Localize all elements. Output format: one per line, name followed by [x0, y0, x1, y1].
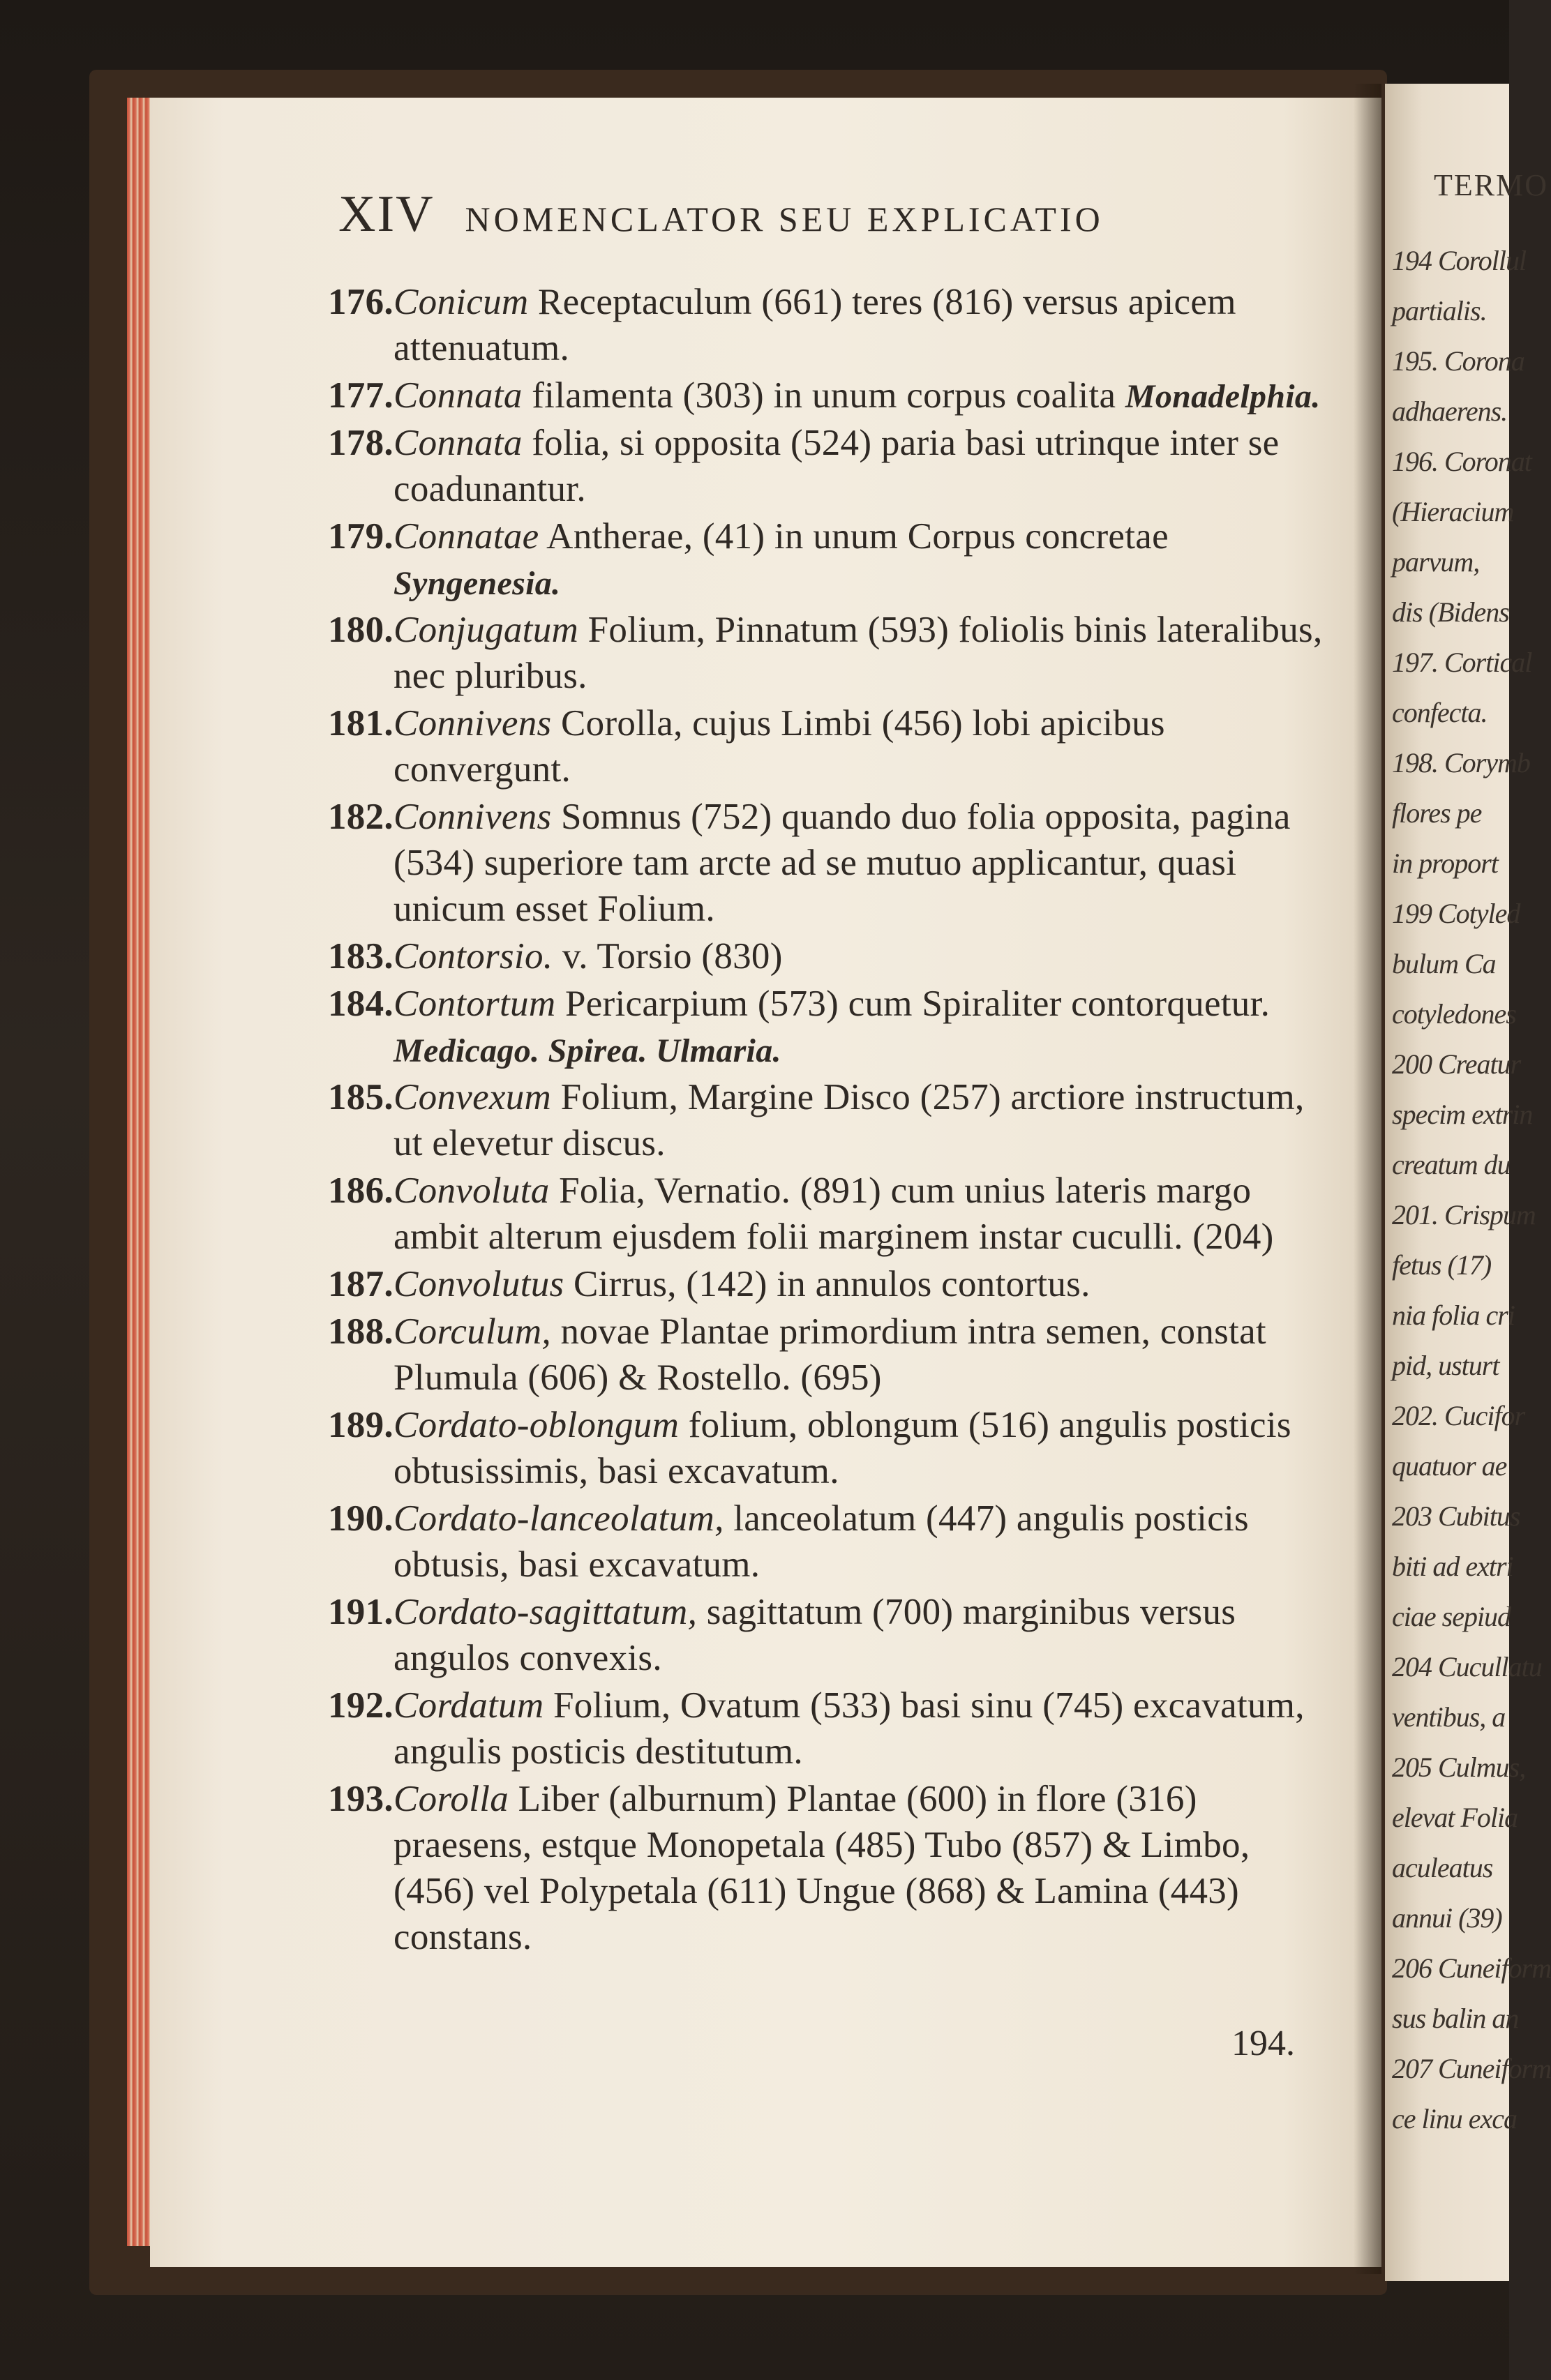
entry-number: 178.	[328, 423, 394, 463]
page-number: XIV	[338, 186, 435, 243]
facing-page-fragment: biti ad extri	[1392, 1551, 1513, 1582]
entry-text: Somnus (752) quando duo folia opposita, pagina (534) superiore tam arcte ad se mutuo applicantur, quasi unicum esset Folium.	[394, 797, 1291, 929]
entry-term: Connivens	[394, 703, 552, 744]
facing-page-fragment: annui (39)	[1392, 1902, 1502, 1934]
entry-term: Connata	[394, 423, 523, 463]
entry-text: filamenta (303) in unum corpus coalita	[522, 375, 1125, 416]
entry-text: Folia, Vernatio. (891) cum unius lateris margo ambit alterum ejusdem folii marginem instar cuculli. (204)	[394, 1170, 1274, 1257]
glossary-entry	[328, 1168, 1326, 1261]
facing-page-fragment: ventibus, a	[1392, 1701, 1506, 1733]
glossary-entry	[328, 1496, 1326, 1589]
entry-number: 187.	[328, 1264, 394, 1304]
facing-page-fragment: partialis.	[1392, 295, 1487, 326]
facing-page-fragment: 203 Cubitus	[1392, 1500, 1520, 1532]
entry-number: 182.	[328, 797, 394, 837]
facing-page-fragment: nia folia cri	[1392, 1300, 1515, 1331]
facing-page-fragment: sus balin an	[1392, 2003, 1519, 2034]
entry-term: Corolla	[394, 1779, 509, 1819]
entry-text: folium, oblongum (516) angulis posticis obtusissimis, basi excavatum.	[394, 1405, 1291, 1491]
gutter-shadow	[1354, 84, 1381, 2274]
entry-number: 192.	[328, 1685, 394, 1726]
facing-page-fragment: 195. Corona	[1392, 345, 1524, 377]
entry-term: Convoluta	[394, 1170, 550, 1211]
entry-term: Connata	[394, 375, 523, 416]
running-head	[338, 185, 1104, 241]
glossary-entry	[328, 1589, 1326, 1682]
entry-text: Liber (alburnum) Plantae (600) in flore (316) praesens, estque Monopetala (485) Tubo (857) & Limbo, (456) vel Polypetala (611) Ungue (868) & Lamina (443) constans.	[394, 1779, 1250, 1957]
facing-page-fragment: 205 Culmus,	[1392, 1752, 1526, 1783]
entry-number: 185.	[328, 1077, 394, 1117]
entry-text: novae Plantae primordium intra semen, constat Plumula (606) & Rostello. (695)	[394, 1311, 1266, 1398]
facing-page-fragment: fetus (17)	[1392, 1249, 1492, 1281]
facing-page-fragment: 196. Coronat	[1392, 446, 1531, 477]
facing-page-fragment: ce linu exca	[1392, 2103, 1517, 2134]
glossary-entry	[328, 794, 1326, 933]
entry-text: Folium, Ovatum (533) basi sinu (745) excavatum, angulis posticis destitutum.	[394, 1685, 1305, 1772]
glossary-entry	[328, 1074, 1326, 1168]
facing-page-fragment: specim extrin	[1392, 1099, 1533, 1130]
facing-page-fragment: adhaerens.	[1392, 396, 1508, 427]
glossary-entry	[328, 1682, 1326, 1776]
entry-reference: Monadelphia.	[1125, 378, 1321, 415]
facing-page-fragment: TERMO	[1434, 168, 1548, 202]
entry-term: Convexum	[394, 1077, 552, 1117]
facing-page-fragment: 207 Cuneiform	[1392, 2053, 1551, 2084]
glossary-entry	[328, 981, 1326, 1074]
entry-number: 177.	[328, 375, 394, 416]
catchword: 194.	[1231, 2024, 1295, 2063]
glossary-entry	[328, 372, 1326, 420]
facing-page-fragment: aculeatus	[1392, 1852, 1493, 1883]
glossary-entry	[328, 607, 1326, 700]
glossary-entry	[328, 279, 1326, 372]
entry-text: v. Torsio (830)	[553, 936, 783, 977]
facing-page-fragment: 197. Cortical	[1392, 647, 1532, 678]
entry-term: Connivens	[394, 797, 552, 837]
entry-term: Connatae	[394, 516, 539, 557]
entry-term: Conjugatum	[394, 610, 579, 650]
glossary-entry	[328, 933, 1326, 981]
entry-number: 183.	[328, 936, 394, 977]
entry-number: 179.	[328, 516, 394, 557]
facing-page-fragment: ciae sepiud	[1392, 1601, 1511, 1632]
glossary-entry	[328, 1309, 1326, 1402]
entry-number: 186.	[328, 1170, 394, 1211]
facing-page-fragment: 206 Cuneiform	[1392, 1952, 1551, 1984]
entry-number: 180.	[328, 610, 394, 650]
glossary-entry	[328, 420, 1326, 513]
facing-page-fragment: flores pe	[1392, 797, 1482, 829]
facing-page-fragment: 202. Cucifor	[1392, 1400, 1525, 1431]
facing-page-fragment: 194 Corollul	[1392, 245, 1527, 276]
facing-page-fragment: quatuor ae	[1392, 1450, 1507, 1482]
facing-page-fragment: 204 Cucullatu	[1392, 1651, 1542, 1682]
entry-number: 176.	[328, 282, 394, 322]
entry-text: Receptaculum (661) teres (816) versus apicem attenuatum.	[394, 282, 1236, 368]
glossary-entry	[328, 1776, 1326, 1961]
entry-term: Cordato-sagittatum,	[394, 1592, 698, 1632]
facing-page-fragment: (Hieracium	[1392, 496, 1514, 527]
entry-term: Cordato-lanceolatum,	[394, 1498, 724, 1539]
facing-page-fragment: in proport	[1392, 848, 1498, 879]
facing-page-fragment: cotyledones	[1392, 998, 1516, 1030]
entry-text: Pericarpium (573) cum Spiraliter contorquetur.	[555, 984, 1271, 1024]
facing-page-fragment: 201. Crispum	[1392, 1199, 1536, 1230]
facing-page-fragment: pid, usturt	[1392, 1350, 1499, 1381]
entry-reference: Medicago. Spirea. Ulmaria.	[394, 1032, 781, 1069]
facing-page-fragment: bulum Ca	[1392, 948, 1496, 979]
entry-term: Cordatum	[394, 1685, 544, 1726]
entry-number: 181.	[328, 703, 394, 744]
entry-number: 190.	[328, 1498, 394, 1539]
entry-term: Corculum,	[394, 1311, 551, 1352]
entry-text: lanceolatum (447) angulis posticis obtusis, basi excavatum.	[394, 1498, 1249, 1585]
entry-term: Contorsio.	[394, 936, 553, 977]
entry-text: Antherae, (41) in unum Corpus concretae	[539, 516, 1169, 557]
facing-page-fragment: confecta.	[1392, 697, 1488, 728]
facing-page-fragment: 198. Corymb	[1392, 747, 1530, 778]
entry-text: folia, si opposita (524) paria basi utrinque inter se coadunantur.	[394, 423, 1280, 509]
entry-text: Cirrus, (142) in annulos contortus.	[564, 1264, 1091, 1304]
entry-text: Corolla, cujus Limbi (456) lobi apicibus convergunt.	[394, 703, 1165, 790]
entry-reference: Syngenesia.	[394, 565, 561, 602]
entry-number: 188.	[328, 1311, 394, 1352]
entry-text: sagittatum (700) marginibus versus angulos convexis.	[394, 1592, 1236, 1678]
glossary-entry	[328, 1261, 1326, 1309]
entry-number: 189.	[328, 1405, 394, 1445]
facing-page-fragment: elevat Folia	[1392, 1802, 1518, 1833]
glossary-entry	[328, 513, 1326, 607]
facing-page-fragment: dis (Bidens	[1392, 596, 1509, 628]
entry-term: Contortum	[394, 984, 556, 1024]
facing-page-fragment: 199 Cotyled	[1392, 898, 1520, 929]
glossary-entries	[328, 279, 1326, 1961]
entry-number: 191.	[328, 1592, 394, 1632]
page-title: NOMENCLATOR SEU EXPLICATIO	[465, 199, 1104, 239]
facing-page-edge	[1385, 84, 1551, 2281]
entry-term: Conicum	[394, 282, 529, 322]
entry-term: Convolutus	[394, 1264, 564, 1304]
entry-text: Folium, Pinnatum (593) foliolis binis lateralibus, nec pluribus.	[394, 610, 1323, 696]
entry-term: Cordato-oblongum	[394, 1405, 680, 1445]
entry-number: 184.	[328, 984, 394, 1024]
glossary-entry	[328, 700, 1326, 794]
entry-number: 193.	[328, 1779, 394, 1819]
facing-page-fragment: 200 Creatur	[1392, 1048, 1521, 1080]
glossary-entry	[328, 1402, 1326, 1496]
facing-page-fragment: creatum du	[1392, 1149, 1511, 1180]
facing-page-fragment: parvum,	[1392, 546, 1480, 578]
entry-text: Folium, Margine Disco (257) arctiore instructum, ut elevetur discus.	[394, 1077, 1305, 1163]
